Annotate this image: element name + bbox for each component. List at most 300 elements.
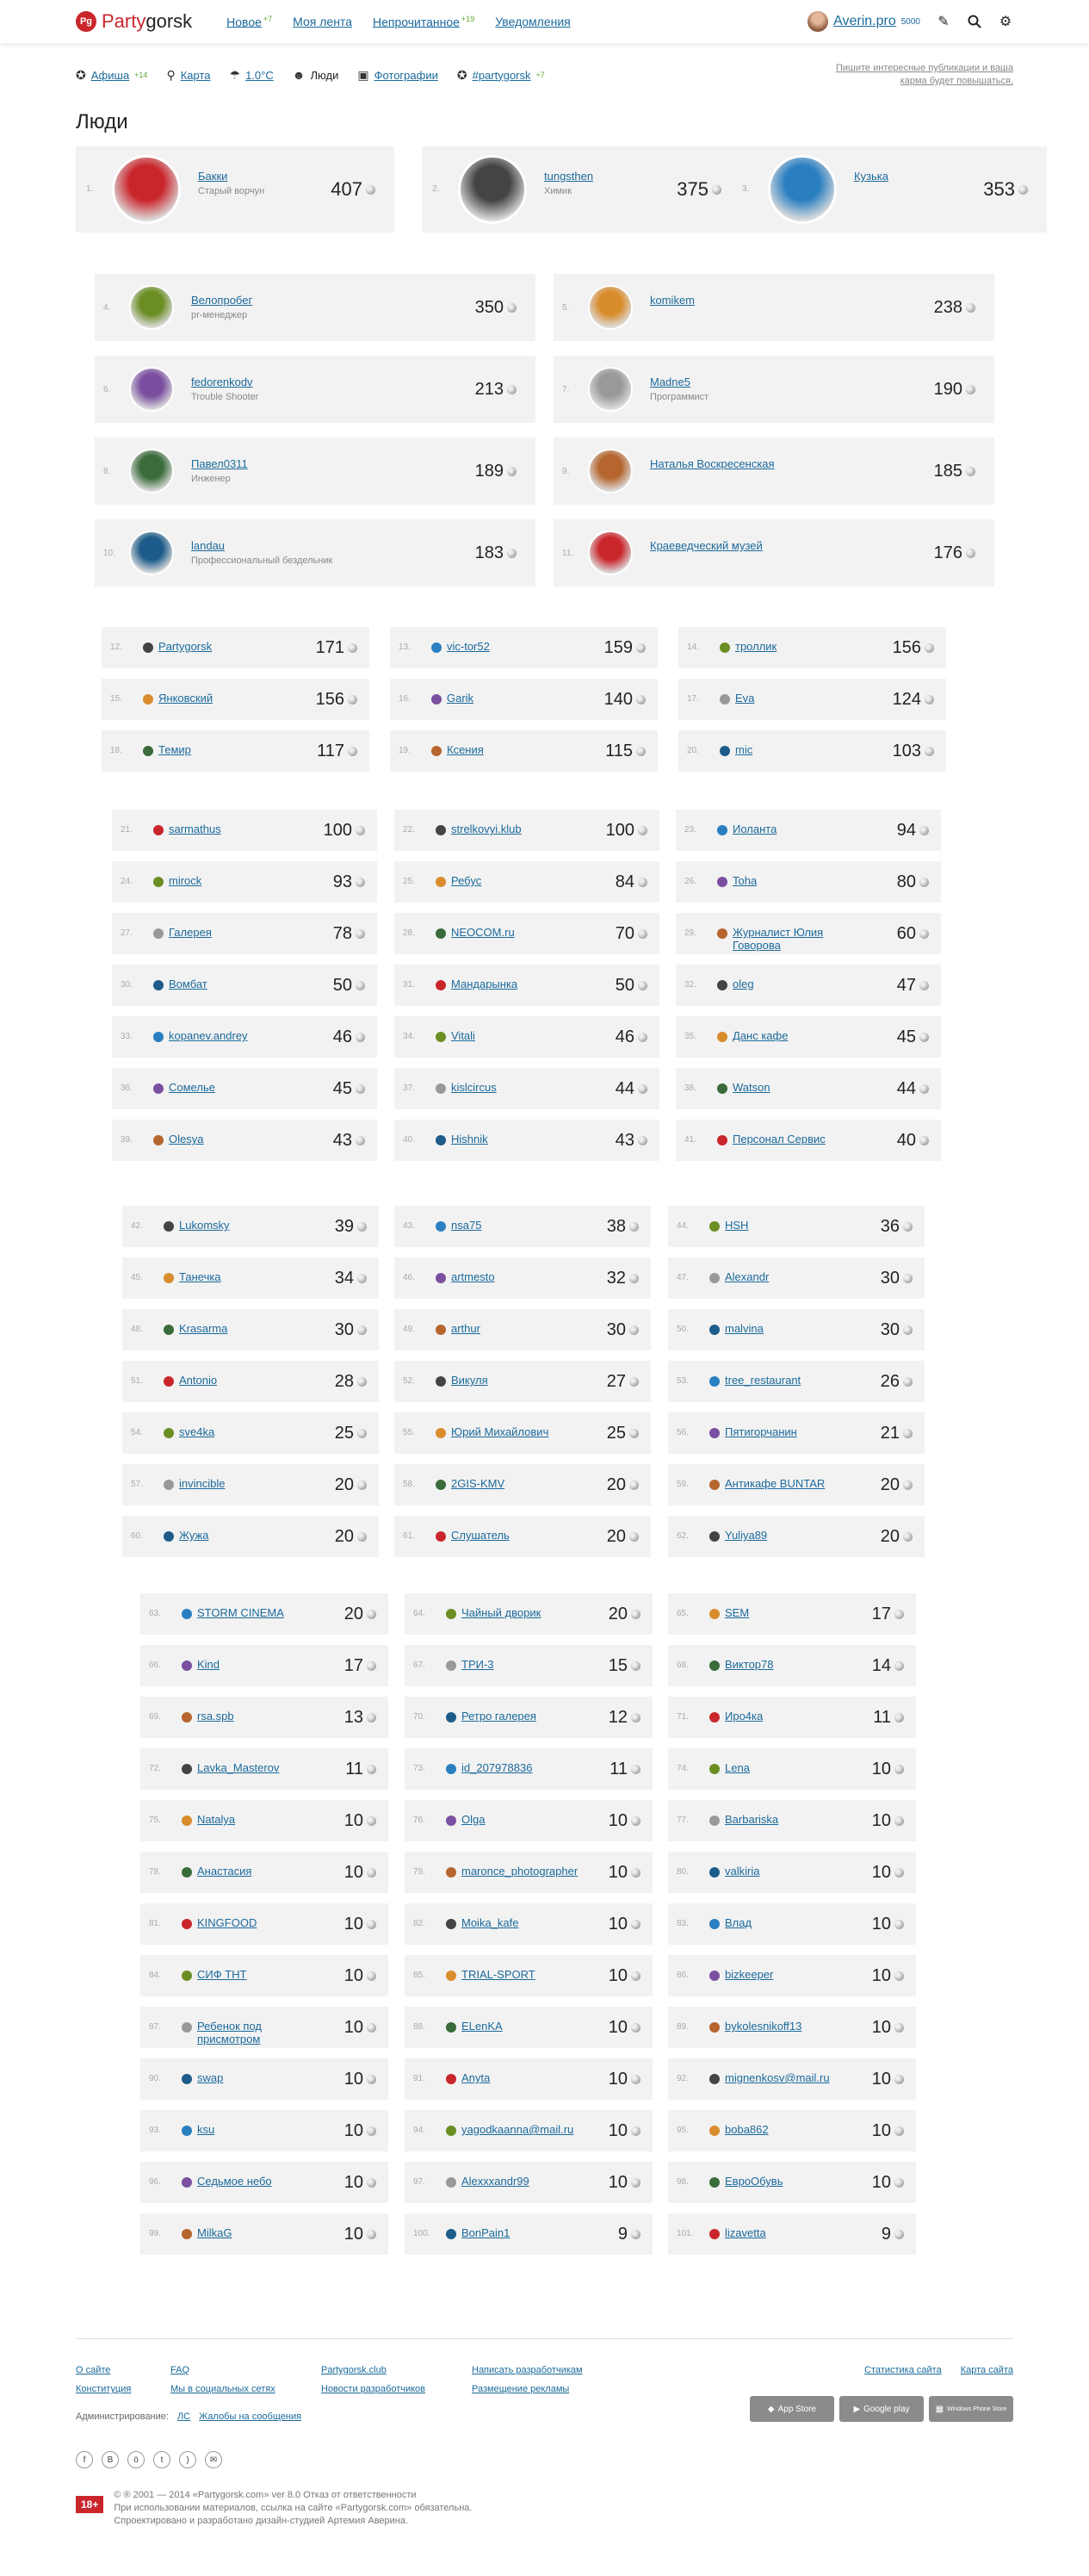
person-avatar[interactable] [709, 1273, 720, 1283]
person-avatar[interactable] [143, 694, 153, 705]
person-avatar[interactable] [153, 877, 164, 887]
person-avatar[interactable] [436, 1325, 446, 1335]
person-info [733, 978, 862, 990]
karma-value: 213 [474, 379, 504, 399]
person-avatar[interactable] [709, 1221, 720, 1232]
person-card [394, 1412, 651, 1454]
person-name[interactable]: Краеведческий музей [650, 539, 763, 552]
person-avatar[interactable] [588, 449, 633, 493]
person-name[interactable]: kislcircus [451, 1081, 497, 1094]
person-avatar[interactable] [709, 2074, 720, 2084]
person-name[interactable]: Викуля [451, 1374, 488, 1387]
person-avatar[interactable] [164, 1376, 174, 1387]
person-name[interactable]: Moika_kafe [461, 1916, 519, 1929]
person-name[interactable]: Yuliya89 [725, 1529, 768, 1542]
person-name[interactable]: Иро4ка [725, 1710, 764, 1723]
person-avatar[interactable] [709, 1531, 720, 1542]
person-name[interactable]: oleg [733, 978, 754, 990]
person-avatar[interactable] [143, 642, 153, 653]
person-avatar[interactable] [153, 928, 164, 939]
person-avatar[interactable] [709, 1919, 720, 1929]
person-rank: 86. [677, 1971, 689, 1980]
person-name[interactable]: sve4ka [179, 1425, 215, 1438]
person-card [676, 1068, 941, 1109]
footer-link-social[interactable]: Мы в социальных сетях [170, 2384, 275, 2394]
karma-value: 140 [603, 689, 633, 709]
karma-coin-icon [919, 878, 929, 887]
person-avatar[interactable] [709, 1867, 720, 1878]
person-rank: 32. [684, 980, 696, 990]
person-avatar[interactable] [768, 155, 837, 224]
person-avatar[interactable] [720, 746, 730, 756]
person-name[interactable]: HSH [725, 1219, 749, 1232]
person-name[interactable]: Madne5 [650, 376, 690, 388]
person-avatar[interactable] [446, 2022, 456, 2033]
person-name[interactable]: ksu [197, 2123, 215, 2136]
person-avatar[interactable] [182, 2126, 192, 2136]
person-name[interactable]: MilkaG [197, 2226, 232, 2239]
person-avatar[interactable] [436, 1273, 446, 1283]
person-avatar[interactable] [709, 2229, 720, 2239]
admin-link-ls[interactable]: ЛС [176, 2412, 191, 2422]
person-name[interactable]: artmesto [451, 1270, 495, 1283]
karma-value: 30 [606, 1319, 626, 1339]
person-card [676, 1120, 941, 1161]
person-name[interactable]: Antonio [179, 1374, 218, 1387]
person-avatar[interactable] [436, 1480, 446, 1490]
person-name[interactable]: Слушатель [451, 1529, 510, 1542]
person-name[interactable]: KINGFOOD [197, 1916, 257, 1929]
subnav-afisha-link[interactable]: Афиша [90, 68, 130, 82]
person-name[interactable]: Седьмое небо [197, 2175, 272, 2188]
person-avatar[interactable] [446, 1712, 456, 1723]
person-name[interactable]: Lukomsky [179, 1219, 230, 1232]
subnav-hashtag-link[interactable]: #partygorsk [472, 68, 531, 82]
person-avatar[interactable] [182, 1764, 192, 1774]
person-name[interactable]: Eva [735, 692, 755, 705]
person-name[interactable]: Юрий Михайлович [451, 1425, 549, 1438]
karma-value: 103 [892, 741, 921, 760]
karma-value: 11 [345, 1759, 363, 1778]
person-name[interactable]: Watson [733, 1081, 770, 1094]
nav-unread[interactable] [373, 15, 474, 29]
person-name[interactable]: Krasarma [179, 1322, 228, 1335]
karma-coin-icon [631, 1816, 640, 1826]
windows-store-button[interactable] [929, 2396, 1013, 2422]
person-card [102, 679, 369, 720]
person-card [95, 438, 535, 505]
person-avatar[interactable] [709, 1325, 720, 1335]
person-name[interactable]: ТРИ-3 [461, 1658, 494, 1671]
nav-notifications-link[interactable]: Уведомления [495, 14, 571, 28]
person-avatar[interactable] [709, 2126, 720, 2136]
subnav-map[interactable] [166, 68, 210, 83]
person-name[interactable]: Вомбат [169, 978, 207, 990]
person-avatar[interactable] [446, 1660, 456, 1671]
person-avatar[interactable] [436, 928, 446, 939]
footer-link-ads[interactable]: Размещение рекламы [472, 2384, 570, 2394]
footer-link-stats[interactable]: Статистика сайта [864, 2365, 942, 2375]
person-rank: 65. [677, 1609, 689, 1618]
person-name[interactable]: Ребус [451, 874, 482, 887]
person-name[interactable]: Кузька [854, 170, 889, 183]
nav-feed[interactable] [293, 15, 352, 29]
nav-feed-link[interactable]: Моя лента [293, 14, 352, 28]
person-card [122, 1516, 379, 1557]
person-avatar[interactable] [153, 1083, 164, 1094]
person-avatar[interactable] [129, 531, 174, 575]
person-rank: 88. [413, 2022, 425, 2032]
person-avatar[interactable] [458, 155, 527, 224]
person-avatar[interactable] [717, 1083, 727, 1094]
person-name[interactable]: Иоланта [733, 822, 777, 835]
person-name[interactable]: Ретро галерея [461, 1710, 536, 1723]
person-card [140, 2110, 388, 2151]
subnav-weather-link[interactable]: 1.0°C [245, 68, 274, 82]
person-name[interactable]: Natalya [197, 1813, 236, 1826]
person-info [169, 978, 298, 990]
person-avatar[interactable] [709, 1376, 720, 1387]
person-avatar[interactable] [143, 746, 153, 756]
person-card [405, 1800, 653, 1841]
person-avatar[interactable] [436, 1032, 446, 1042]
karma-coin-icon [1018, 185, 1028, 195]
user-profile[interactable] [807, 11, 920, 32]
person-name[interactable]: mignenkosv@mail.ru [725, 2071, 830, 2084]
footer-link-about[interactable]: О сайте [76, 2365, 111, 2375]
person-rank: 49. [403, 1325, 415, 1334]
nav-new[interactable] [226, 15, 272, 29]
person-avatar[interactable] [720, 642, 730, 653]
person-name[interactable]: ELenKA [461, 2020, 503, 2033]
person-avatar[interactable] [153, 1032, 164, 1042]
person-name[interactable]: id_207978836 [461, 1761, 533, 1774]
person-name[interactable]: Чайный дворик [461, 1606, 541, 1619]
person-name[interactable]: Anyta [461, 2071, 491, 2084]
person-karma [616, 1027, 647, 1047]
person-avatar[interactable] [709, 1816, 720, 1826]
person-name[interactable]: Галерея [169, 926, 212, 939]
person-name[interactable]: mic [735, 743, 753, 756]
person-karma [335, 1527, 367, 1547]
person-name[interactable]: Hishnik [451, 1133, 488, 1145]
pencil-icon[interactable]: ✎ [937, 15, 950, 29]
person-name[interactable]: Garik [447, 692, 474, 705]
person-name[interactable]: NEOCOM.ru [451, 926, 515, 939]
person-avatar[interactable] [436, 1376, 446, 1387]
karma-hint[interactable]: Пишите интересные публикации и ваша карма будет повышаться. [836, 63, 1013, 86]
person-avatar[interactable] [717, 1135, 727, 1145]
person-avatar[interactable] [709, 1660, 720, 1671]
person-avatar[interactable] [446, 2074, 456, 2084]
person-avatar[interactable] [446, 1816, 456, 1826]
user-box [807, 11, 1013, 32]
person-avatar[interactable] [720, 694, 730, 705]
person-name[interactable]: Мандарынка [451, 978, 518, 990]
person-card [95, 519, 535, 587]
person-name[interactable]: Olga [461, 1813, 486, 1826]
person-avatar[interactable] [717, 928, 727, 939]
karma-value: 10 [343, 2172, 363, 2192]
person-name[interactable]: Виктор78 [725, 1658, 774, 1671]
person-avatar[interactable] [446, 1609, 456, 1619]
person-avatar[interactable] [446, 1971, 456, 1981]
person-name[interactable]: ЕвроОбувь [725, 2175, 783, 2188]
person-avatar[interactable] [717, 877, 727, 887]
footer-link-faq[interactable]: FAQ [170, 2365, 190, 2375]
person-avatar[interactable] [709, 1428, 720, 1438]
person-name[interactable]: komikem [650, 294, 696, 307]
person-name[interactable]: malvina [725, 1322, 764, 1335]
person-avatar[interactable] [717, 980, 727, 990]
person-avatar[interactable] [446, 2177, 456, 2188]
person-card [676, 965, 941, 1006]
person-name[interactable]: maronce_photographer [461, 1865, 579, 1878]
subnav-hashtag[interactable] [457, 68, 545, 83]
person-card [554, 438, 994, 505]
person-name[interactable]: rsa.spb [197, 1710, 234, 1723]
avatar[interactable] [807, 11, 828, 32]
person-avatar[interactable] [153, 1135, 164, 1145]
person-avatar[interactable] [153, 980, 164, 990]
footer-link-write-devs[interactable]: Написать разработчикам [472, 2365, 583, 2375]
person-name[interactable]: swap [197, 2071, 224, 2084]
twitter-icon[interactable]: t [153, 2451, 170, 2468]
email-icon[interactable]: ✉ [205, 2451, 222, 2468]
person-avatar[interactable] [164, 1531, 174, 1542]
person-avatar[interactable] [588, 285, 633, 330]
person-avatar[interactable] [182, 1712, 192, 1723]
person-avatar[interactable] [164, 1221, 174, 1232]
person-name[interactable]: BonPain1 [461, 2226, 510, 2239]
person-name[interactable]: SEM [725, 1606, 750, 1619]
person-info [733, 1081, 862, 1094]
person-name[interactable]: Журналист Юлия Говорова [733, 926, 824, 952]
person-name[interactable]: Персонал Сервис [733, 1133, 826, 1145]
person-info [451, 1029, 580, 1042]
person-name[interactable]: Темир [158, 743, 191, 756]
person-avatar[interactable] [129, 449, 174, 493]
person-name[interactable]: Kind [197, 1658, 220, 1671]
person-avatar[interactable] [182, 2074, 192, 2084]
person-name[interactable]: Lavka_Masterov [197, 1761, 280, 1774]
person-info [733, 926, 862, 952]
person-name[interactable]: landau [191, 539, 226, 552]
user-name[interactable]: Averin.pro [833, 14, 896, 28]
person-avatar[interactable] [436, 1428, 446, 1438]
person-avatar[interactable] [588, 367, 633, 412]
person-name[interactable]: Танечка [179, 1270, 221, 1283]
person-avatar[interactable] [112, 155, 181, 224]
person-name[interactable]: Сомелье [169, 1081, 215, 1094]
person-name[interactable]: arthur [451, 1322, 480, 1335]
person-rank: 17. [687, 694, 699, 704]
person-name[interactable]: СИФ ТНТ [197, 1968, 247, 1981]
person-card [678, 730, 946, 772]
person-name[interactable]: invincible [179, 1477, 226, 1490]
person-name[interactable]: bykolesnikoff13 [725, 2020, 802, 2033]
person-name[interactable]: 2GIS-KMV [451, 1477, 505, 1490]
facebook-icon[interactable]: f [76, 2451, 93, 2468]
person-avatar[interactable] [129, 285, 174, 330]
subnav-weather[interactable] [230, 68, 274, 83]
person-karma [607, 1269, 639, 1288]
person-name[interactable]: Ребенок под присмотром [197, 2020, 262, 2045]
person-avatar[interactable] [164, 1428, 174, 1438]
karma-coin-icon [925, 747, 934, 756]
admin-link-complaints[interactable]: Жалобы на сообщения [199, 2412, 302, 2422]
karma-value: 25 [606, 1423, 626, 1443]
person-name[interactable]: fedorenkodv [191, 376, 253, 388]
person-avatar[interactable] [709, 2022, 720, 2033]
person-name[interactable]: tree_restaurant [725, 1374, 801, 1387]
footer-link-sitemap[interactable]: Карта сайта [960, 2365, 1013, 2375]
person-info [725, 1270, 854, 1283]
person-name[interactable]: Павел0311 [191, 457, 248, 470]
subnav-afisha[interactable] [76, 68, 147, 83]
person-card [676, 861, 941, 903]
person-avatar[interactable] [129, 367, 174, 412]
person-name[interactable]: Бакки [198, 170, 228, 183]
person-name[interactable]: strelkovyi.klub [451, 822, 522, 835]
person-avatar[interactable] [431, 746, 442, 756]
person-name[interactable]: Olesya [169, 1133, 204, 1145]
person-name[interactable]: vic-tor52 [447, 640, 490, 653]
person-rank: 5. [562, 303, 570, 313]
person-name[interactable]: Vitali [451, 1029, 475, 1042]
person-avatar[interactable] [164, 1273, 174, 1283]
person-avatar[interactable] [182, 1919, 192, 1929]
vk-icon[interactable]: B [102, 2451, 119, 2468]
person-avatar[interactable] [153, 825, 164, 835]
person-name[interactable]: kopanev.andrey [169, 1029, 248, 1042]
person-avatar[interactable] [182, 2229, 192, 2239]
person-avatar[interactable] [588, 531, 633, 575]
karma-coin-icon [367, 1816, 376, 1826]
person-name[interactable]: Наталья Воскресенская [650, 457, 775, 470]
person-name[interactable]: Alexxxandr99 [461, 2175, 529, 2188]
person-name[interactable]: Toha [733, 874, 758, 887]
person-avatar[interactable] [717, 825, 727, 835]
nav-new-link[interactable]: Новое [226, 15, 262, 29]
person-name[interactable]: Barbariska [725, 1813, 779, 1826]
person-name[interactable]: mirock [169, 874, 202, 887]
person-info [197, 1865, 326, 1878]
person-karma [316, 690, 357, 710]
person-name[interactable]: boba862 [725, 2123, 769, 2136]
person-avatar[interactable] [431, 642, 442, 653]
person-name[interactable]: lizavetta [725, 2226, 766, 2239]
person-avatar[interactable] [709, 1480, 720, 1490]
person-avatar[interactable] [182, 1971, 192, 1981]
person-avatar[interactable] [446, 2229, 456, 2239]
person-avatar[interactable] [436, 877, 446, 887]
person-name[interactable]: Влад [725, 1916, 752, 1929]
person-avatar[interactable] [436, 825, 446, 835]
person-name[interactable]: Alexandr [725, 1270, 770, 1283]
person-name[interactable]: STORM CINEMA [197, 1606, 284, 1619]
person-name[interactable]: троллик [735, 640, 777, 653]
person-name[interactable]: Ксения [447, 743, 484, 756]
gear-icon[interactable]: ⚙ [999, 15, 1012, 29]
footer-link-dev-news[interactable]: Новости разработчиков [321, 2384, 426, 2394]
person-avatar[interactable] [446, 2126, 456, 2136]
person-avatar[interactable] [436, 1531, 446, 1542]
google-play-button[interactable] [839, 2396, 924, 2422]
person-avatar[interactable] [164, 1325, 174, 1335]
subnav-photos[interactable] [357, 68, 438, 83]
rss-icon[interactable]: ) [179, 2451, 196, 2468]
karma-value: 43 [615, 1130, 634, 1150]
person-name[interactable]: bizkeeper [725, 1968, 774, 1981]
person-name[interactable]: Данс кафе [733, 1029, 789, 1042]
logo[interactable] [76, 10, 192, 33]
person-avatar[interactable] [709, 1609, 720, 1619]
person-name[interactable]: TRIAL-SPORT [461, 1968, 535, 1981]
odnoklassniki-icon[interactable]: ö [127, 2451, 145, 2468]
person-name[interactable]: Антикафе BUNTAR [725, 1477, 826, 1490]
person-name[interactable]: tungsthen [544, 170, 594, 183]
person-name[interactable]: Велопробег [191, 294, 253, 307]
nav-notifications[interactable] [495, 15, 571, 29]
person-avatar[interactable] [431, 694, 442, 705]
person-avatar[interactable] [436, 980, 446, 990]
person-avatar[interactable] [164, 1480, 174, 1490]
copyright [76, 2489, 1013, 2528]
person-avatar[interactable] [182, 1660, 192, 1671]
person-card [668, 1903, 916, 1945]
person-avatar[interactable] [436, 1221, 446, 1232]
person-avatar[interactable] [709, 2177, 720, 2188]
person-avatar[interactable] [436, 1083, 446, 1094]
person-avatar[interactable] [182, 1867, 192, 1878]
person-avatar[interactable] [709, 1764, 720, 1774]
person-avatar[interactable] [446, 1919, 456, 1929]
person-avatar[interactable] [182, 2177, 192, 2188]
person-name[interactable]: Анастасия [197, 1865, 252, 1878]
person-avatar[interactable] [446, 1764, 456, 1774]
person-avatar[interactable] [709, 1712, 720, 1723]
person-karma [618, 2225, 640, 2244]
person-avatar[interactable] [436, 1135, 446, 1145]
person-name[interactable]: Lena [725, 1761, 750, 1774]
person-name[interactable]: Пятигорчанин [725, 1425, 797, 1438]
person-avatar[interactable] [182, 1816, 192, 1826]
person-avatar[interactable] [182, 2022, 192, 2033]
person-avatar[interactable] [717, 1032, 727, 1042]
person-avatar[interactable] [446, 1867, 456, 1878]
person-name[interactable]: valkiria [725, 1865, 760, 1878]
footer-link-club[interactable]: Partygorsk.club [321, 2365, 387, 2375]
subnav-photos-link[interactable]: Фотографии [374, 68, 438, 82]
person-name[interactable]: Жужа [179, 1529, 209, 1542]
person-name[interactable]: Partygorsk [158, 640, 213, 653]
app-store-button[interactable] [750, 2396, 834, 2422]
person-avatar[interactable] [709, 1971, 720, 1981]
admin-label: Администрирование: [76, 2412, 169, 2422]
person-name[interactable]: Янковский [158, 692, 213, 705]
nav-unread-link[interactable]: Непрочитанное [372, 15, 460, 29]
search-icon[interactable] [967, 14, 982, 29]
subnav-map-link[interactable]: Карта [180, 68, 211, 82]
karma-value: 407 [331, 178, 362, 200]
person-name[interactable]: yagodkaanna@mail.ru [461, 2123, 574, 2136]
person-name[interactable]: sarmathus [169, 822, 221, 835]
footer-link-constitution[interactable]: Конституция [76, 2384, 132, 2394]
person-avatar[interactable] [182, 1609, 192, 1619]
person-name[interactable]: nsa75 [451, 1219, 482, 1232]
karma-coin-icon [356, 1136, 365, 1145]
